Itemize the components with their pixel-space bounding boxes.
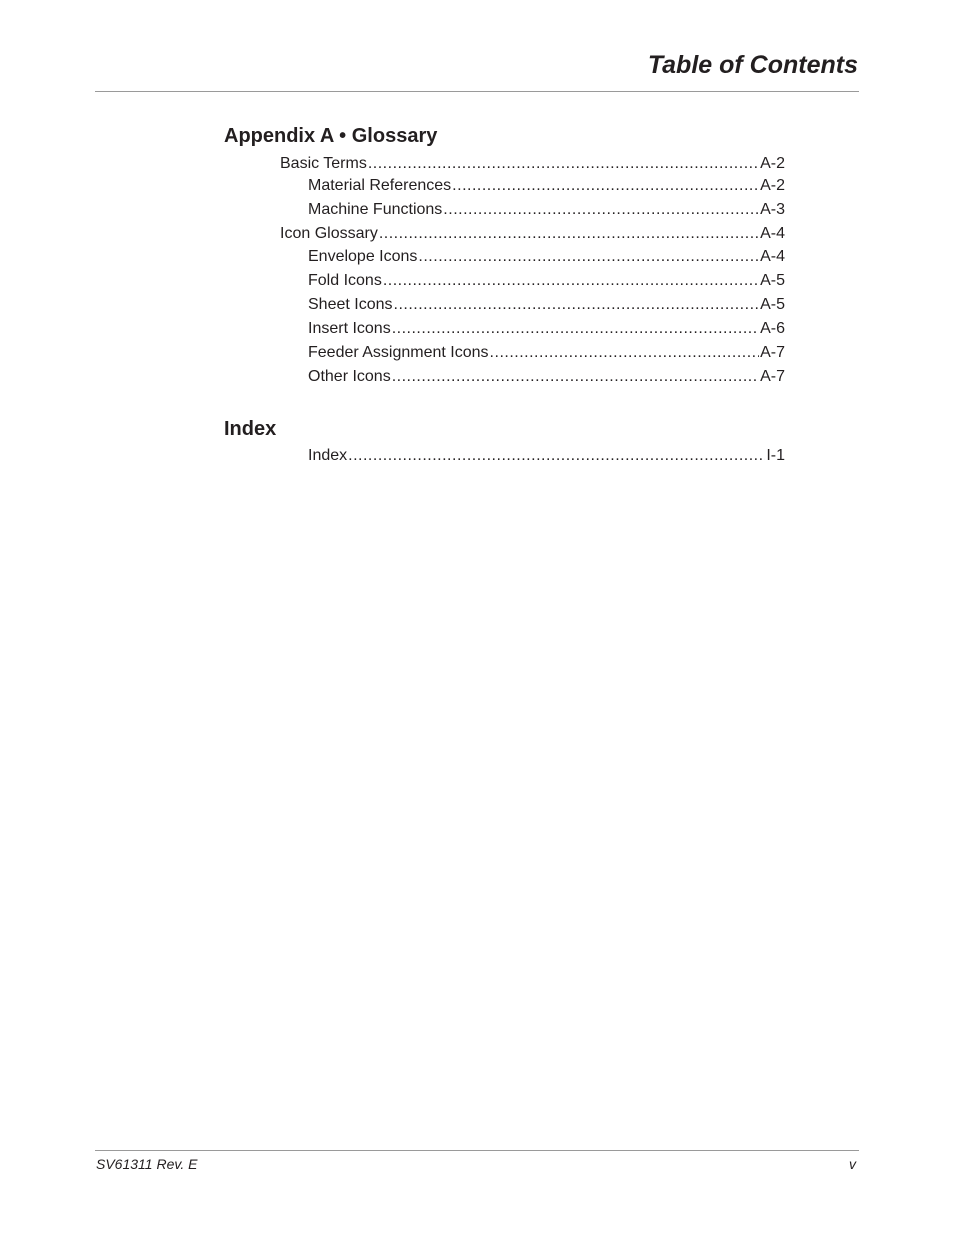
toc-entry-page: A-7 <box>760 344 785 361</box>
toc-entry-page: A-7 <box>760 368 785 385</box>
toc-entry-label: Index <box>308 447 348 464</box>
toc-entry-label: Sheet Icons <box>308 296 393 313</box>
toc-entry-label: Basic Terms <box>280 155 367 172</box>
toc-entry-icon-glossary[interactable] <box>280 224 785 244</box>
toc-entry-label: Machine Functions <box>308 201 443 218</box>
toc-entry-label: Other Icons <box>308 368 391 385</box>
toc-entry-page: A-5 <box>760 272 785 289</box>
toc-entry-label: Fold Icons <box>308 272 382 289</box>
toc-entry-page: A-3 <box>760 201 785 218</box>
section-heading-index: Index <box>224 418 277 440</box>
toc-entry-insert-icons[interactable] <box>308 319 785 339</box>
footer-doc-id: SV61311 Rev. E <box>96 1156 198 1172</box>
page-title: Table of Contents <box>647 51 858 79</box>
toc-entry-label: Material References <box>308 177 452 194</box>
toc-entry-label: Envelope Icons <box>308 248 418 265</box>
dot-leader <box>490 343 760 363</box>
toc-entry-label: Icon Glossary <box>280 225 378 242</box>
dot-leader <box>418 247 759 267</box>
toc-entry-basic-terms[interactable] <box>280 154 785 174</box>
section-heading-appendix-a: Appendix A • Glossary <box>224 125 438 147</box>
footer-rule <box>95 1150 859 1151</box>
toc-entry-label: Insert Icons <box>308 320 391 337</box>
dot-leader <box>392 367 759 387</box>
toc-entry-page: A-2 <box>760 177 785 194</box>
dot-leader <box>379 224 759 244</box>
toc-entry-page: A-6 <box>760 320 785 337</box>
toc-entry-fold-icons[interactable] <box>308 271 785 291</box>
toc-entry-other-icons[interactable] <box>308 367 785 387</box>
header-rule <box>95 91 859 92</box>
dot-leader <box>392 319 759 339</box>
dot-leader <box>383 271 759 291</box>
toc-entry-machine-functions[interactable] <box>308 200 785 220</box>
toc-entry-index[interactable] <box>308 446 785 466</box>
toc-entry-envelope-icons[interactable] <box>308 247 785 267</box>
dot-leader <box>348 446 765 466</box>
dot-leader <box>394 295 760 315</box>
toc-entry-material-references[interactable] <box>308 176 785 196</box>
dot-leader <box>452 176 759 196</box>
dot-leader <box>443 200 759 220</box>
toc-entry-page: A-5 <box>760 296 785 313</box>
footer-page-number: v <box>849 1156 856 1172</box>
toc-entry-page: I-1 <box>766 447 785 464</box>
toc-entry-label: Feeder Assignment Icons <box>308 344 489 361</box>
toc-entry-page: A-4 <box>760 248 785 265</box>
toc-entry-page: A-4 <box>760 225 785 242</box>
toc-entry-feeder-assignment-icons[interactable] <box>308 343 785 363</box>
toc-entry-page: A-2 <box>760 155 785 172</box>
dot-leader <box>368 154 759 174</box>
toc-entry-sheet-icons[interactable] <box>308 295 785 315</box>
